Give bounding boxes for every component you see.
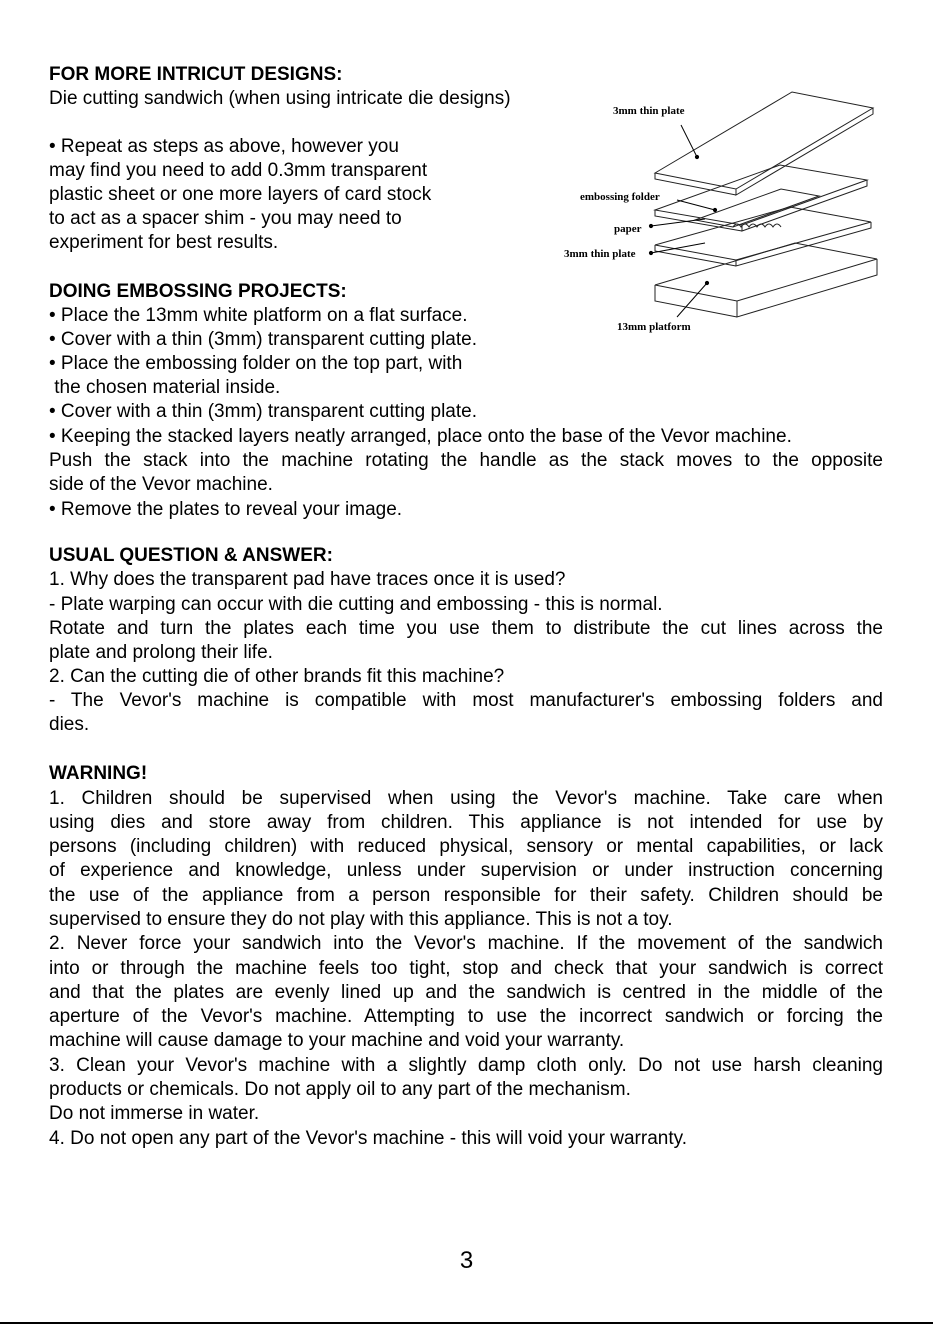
- paper-shape: [695, 189, 819, 227]
- text-line: 1. Children should be supervised when using the Vevor's machine. Take care when: [49, 788, 883, 809]
- intricate-subtitle: Die cutting sandwich (when using intricate die designs): [49, 88, 511, 109]
- label-embossing-folder: embossing folder: [580, 191, 660, 203]
- heading-embossing-projects: DOING EMBOSSING PROJECTS:: [49, 281, 347, 302]
- bottom-plate-shape: [655, 207, 871, 260]
- heading-warning: WARNING!: [49, 763, 148, 784]
- text-line: • Remove the plates to reveal your image.: [49, 499, 403, 520]
- page-number: 3: [459, 1247, 474, 1274]
- text-line: - The Vevor's machine is compatible with most manufacturer's embossing folders and: [49, 690, 883, 711]
- text-line: - Plate warping can occur with die cutting and embossing - this is normal.: [49, 594, 663, 615]
- text-line: • Place the 13mm white platform on a flat surface.: [49, 305, 468, 326]
- label-platform: 13mm platform: [617, 321, 691, 333]
- embossing-stack-diagram: [555, 85, 885, 350]
- text-line: into or through the machine feels too tight, stop and check that your sandwich is correct: [49, 958, 883, 979]
- text-line: products or chemicals. Do not apply oil to any part of the mechanism.: [49, 1079, 631, 1100]
- text-line: • Cover with a thin (3mm) transparent cutting plate.: [49, 401, 478, 422]
- text-line: dies.: [49, 714, 90, 735]
- text-line: • Repeat as steps as above, however you: [49, 136, 399, 157]
- text-line: may find you need to add 0.3mm transparent: [49, 160, 428, 181]
- text-line: the chosen material inside.: [49, 377, 281, 398]
- label-bottom-plate: 3mm thin plate: [564, 248, 636, 260]
- text-line: to act as a spacer shim - you may need to: [49, 208, 402, 229]
- text-line: the use of the appliance from a person responsible for their safety. Children should be: [49, 885, 883, 906]
- text-line: • Cover with a thin (3mm) transparent cutting plate.: [49, 329, 478, 350]
- text-line: • Keeping the stacked layers neatly arranged, place onto the base of the Vevor machine.: [49, 426, 792, 447]
- text-line: 2. Can the cutting die of other brands fit this machine?: [49, 666, 505, 687]
- text-line: 2. Never force your sandwich into the Vevor's machine. If the movement of the sandwich: [49, 933, 883, 954]
- text-line: • Place the embossing folder on the top part, with: [49, 353, 463, 374]
- text-line: side of the Vevor machine.: [49, 474, 273, 495]
- text-line: and that the plates are evenly lined up and the sandwich is centred in the middle of the: [49, 982, 883, 1003]
- label-top-plate: 3mm thin plate: [613, 105, 685, 117]
- text-line: 4. Do not open any part of the Vevor's machine - this will void your warranty.: [49, 1128, 687, 1149]
- text-line: 1. Why does the transparent pad have traces once it is used?: [49, 569, 566, 590]
- text-line: plastic sheet or one more layers of card stock: [49, 184, 432, 205]
- label-paper: paper: [614, 223, 642, 235]
- text-line: aperture of the Vevor's machine. Attempting to use the incorrect sandwich or forcing the: [49, 1006, 883, 1027]
- text-line: Do not immerse in water.: [49, 1103, 260, 1124]
- platform-shape: [655, 243, 877, 301]
- text-line: Rotate and turn the plates each time you use them to distribute the cut lines across the: [49, 618, 883, 639]
- text-line: Push the stack into the machine rotating the handle as the stack moves to the opposite: [49, 450, 883, 471]
- text-line: using dies and store away from children. This appliance is not intended for use by: [49, 812, 883, 833]
- stack-illustration: [555, 85, 885, 350]
- text-line: 3. Clean your Vevor's machine with a slightly damp cloth only. Do not use harsh cleaning: [49, 1055, 883, 1076]
- text-line: experiment for best results.: [49, 232, 279, 253]
- text-line: supervised to ensure they do not play with this appliance. This is not a toy.: [49, 909, 673, 930]
- heading-intricate-designs: FOR MORE INTRICUT DESIGNS:: [49, 64, 343, 85]
- text-line: machine will cause damage to your machine and void your warranty.: [49, 1030, 625, 1051]
- heading-qa: USUAL QUESTION & ANSWER:: [49, 545, 333, 566]
- text-line: plate and prolong their life.: [49, 642, 273, 663]
- text-line: of experience and knowledge, unless under supervision or under instruction concerning: [49, 860, 883, 881]
- text-line: persons (including children) with reduced physical, sensory or mental capabilities, or lack: [49, 836, 883, 857]
- top-plate-shape: [655, 92, 873, 189]
